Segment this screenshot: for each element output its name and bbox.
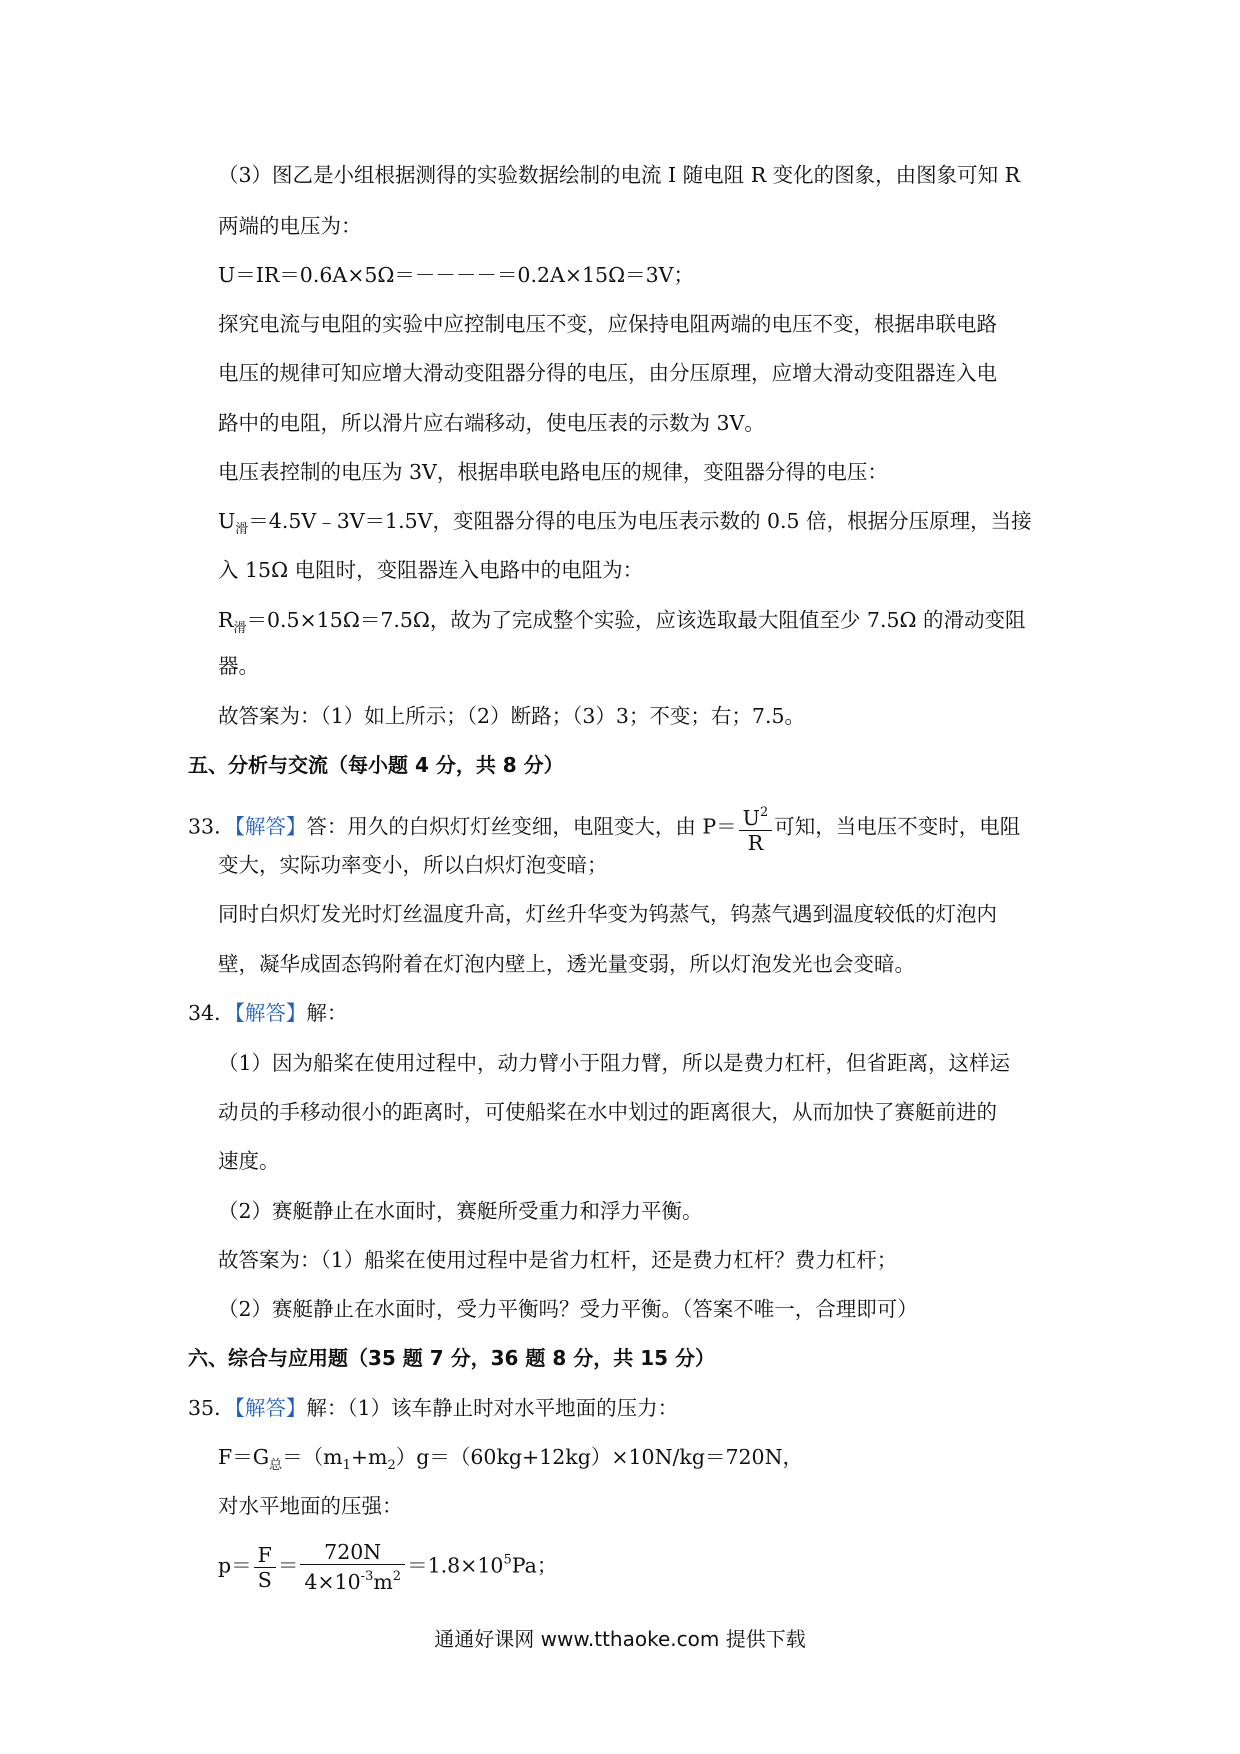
text-line: 两端的电压为： — [218, 214, 362, 238]
answer-line: 故答案为：（1）如上所示；（2）断路；（3）3；不变；右；7.5。 — [218, 704, 806, 728]
page-footer: 通通好课网 www.tthaoke.com 提供下载 — [434, 1627, 806, 1651]
fraction-numerator — [739, 801, 773, 831]
text: 解：（1）该车静止时对水平地面的压力： — [306, 1396, 679, 1420]
text-line: 电压表控制的电压为 3V，根据串联电路电压的规律，变阻器分得的电压： — [218, 460, 888, 484]
question-number: 33． — [188, 814, 235, 839]
text-line: 动员的手移动很小的距离时，可使船桨在水中划过的距离很大，从而加快了赛艇前进的 — [218, 1100, 997, 1124]
text: p＝ — [218, 1553, 252, 1578]
fraction — [254, 1543, 276, 1592]
text: 解： — [306, 1001, 348, 1025]
text-line: 壁，凝华成固态钨附着在灯泡内壁上，透光量变弱，所以灯泡发光也会变暗。 — [218, 952, 915, 976]
question-number: 35． — [188, 1396, 235, 1420]
text-line: 变大，实际功率变小，所以白炽灯泡变暗； — [218, 853, 608, 877]
subscript: 2 — [387, 1458, 396, 1473]
answer-line: （2）赛艇静止在水面时，受力平衡吗？受力平衡。（答案不唯一，合理即可） — [218, 1297, 918, 1321]
text-line: 同时白炽灯发光时灯丝温度升高，灯丝升华变为钨蒸气，钨蒸气遇到温度较低的灯泡内 — [218, 902, 997, 926]
subscript: 滑 — [235, 522, 249, 537]
text: F＝G — [218, 1445, 270, 1469]
text: ＝1.8×10 — [407, 1553, 504, 1578]
fraction-numerator: F — [254, 1543, 276, 1568]
question-34 — [188, 999, 347, 1027]
subscript: 总 — [269, 1458, 283, 1473]
fraction — [739, 801, 773, 855]
fraction-numerator: 720N — [300, 1540, 405, 1565]
fraction-denominator: R — [747, 831, 764, 855]
symbol: R — [218, 608, 234, 632]
text: 答：用久的白炽灯灯丝变细，电阻变大，由 P＝ — [306, 814, 737, 839]
question-number: 34． — [188, 1001, 235, 1025]
text-line: 速度。 — [218, 1149, 280, 1173]
equation-line: U＝IR＝0.6A×5Ω＝－－－－＝0.2A×15Ω＝3V； — [218, 263, 694, 287]
text: +m — [350, 1445, 388, 1469]
answer-line: 故答案为：（1）船桨在使用过程中是省力杠杆，还是费力杠杆？费力杠杆； — [218, 1248, 898, 1272]
fraction-denominator: S — [257, 1567, 272, 1592]
text-line: （1）因为船桨在使用过程中，动力臂小于阻力臂，所以是费力杠杆，但省距离，这样运 — [218, 1051, 1011, 1075]
subscript: 滑 — [233, 621, 247, 636]
superscript: 5 — [503, 1552, 512, 1568]
superscript: 2 — [759, 805, 769, 820]
text-line: 路中的电阻，所以滑片应右端移动，使电压表的示数为 3V。 — [218, 411, 765, 435]
text: Pa； — [511, 1553, 558, 1578]
question-35 — [188, 1394, 678, 1422]
symbol: U — [218, 509, 236, 533]
answer-tag: 【解答】 — [234, 1001, 307, 1025]
text: ）g＝（60kg+12kg）×10N/kg＝720N， — [395, 1445, 804, 1469]
answer-tag: 【解答】 — [234, 1396, 307, 1420]
text: ＝4.5V﹣3V＝1.5V，变阻器分得的电压为电压表示数的 0.5 倍，根据分压原理，当接 — [248, 509, 1032, 533]
superscript: -3 — [360, 1569, 374, 1584]
section-heading: 六、综合与应用题（35 题 7 分，36 题 8 分，共 15 分） — [188, 1346, 716, 1370]
equation-line — [218, 507, 1032, 544]
text: ＝ — [277, 1553, 299, 1578]
equation-line — [218, 1540, 557, 1594]
text-line: （2）赛艇静止在水面时，赛艇所受重力和浮力平衡。 — [218, 1199, 703, 1223]
numerator-symbol: U — [742, 806, 760, 830]
answer-tag: 【解答】 — [234, 814, 307, 839]
text: 可知，当电压不变时，电阻 — [774, 814, 1021, 839]
text: m — [373, 1570, 393, 1594]
text: 4×10 — [304, 1570, 361, 1594]
superscript: 2 — [392, 1569, 402, 1584]
equation-line — [218, 1443, 803, 1480]
equation-line — [218, 606, 1026, 643]
text-line: （3）图乙是小组根据测得的实验数据绘制的电流 I 随电阻 R 变化的图象，由图象可知 R — [218, 163, 1021, 187]
text-line: 探究电流与电阻的实验中应控制电压不变，应保持电阻两端的电压不变，根据串联电路 — [218, 312, 997, 336]
text: ＝0.5×15Ω＝7.5Ω，故为了完成整个实验，应该选取最大阻值至少 7.5Ω 的滑动变阻 — [246, 608, 1026, 632]
fraction — [300, 1540, 405, 1594]
text-line: 入 15Ω 电阻时，变阻器连入电路中的电阻为： — [218, 558, 644, 582]
fraction-denominator — [300, 1565, 405, 1594]
text: ＝（m — [282, 1445, 343, 1469]
text-line: 对水平地面的压强： — [218, 1494, 403, 1518]
subscript: 1 — [342, 1458, 351, 1473]
text-line: 电压的规律可知应增大滑动变阻器分得的电压，由分压原理，应增大滑动变阻器连入电 — [218, 361, 997, 385]
text-line: 器。 — [218, 654, 259, 678]
section-heading: 五、分析与交流（每小题 4 分，共 8 分） — [188, 753, 564, 777]
question-33 — [188, 801, 1020, 855]
